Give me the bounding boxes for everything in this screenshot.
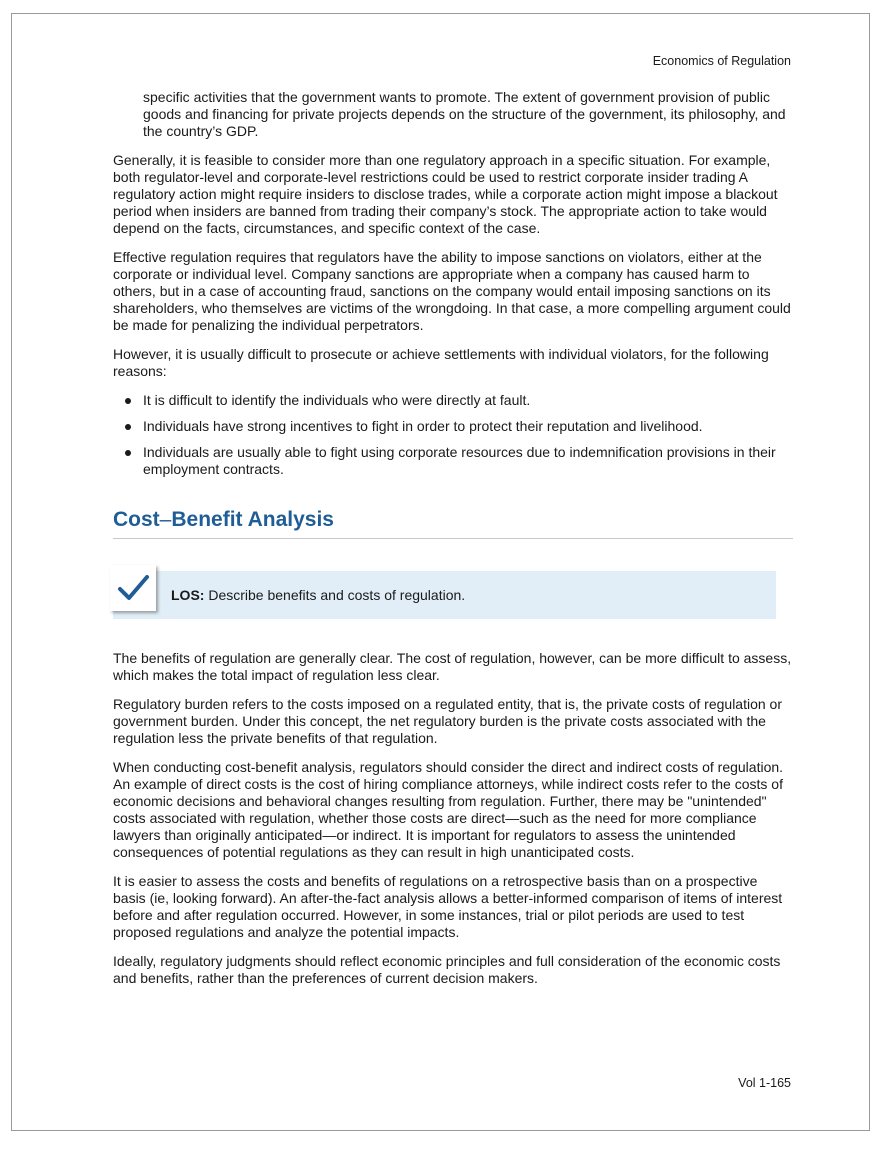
bullet-icon (125, 424, 131, 430)
intro-continuation: specific activities that the government wants to promote. The extent of government provision of public goods and financing for private projects depends on the structure of the government, its philosophy, and the country’s GDP. (143, 89, 786, 139)
checkmark-icon (110, 565, 156, 611)
page-content (113, 89, 793, 999)
list-item (113, 392, 793, 409)
paragraph-ideal-judgment: Ideally, regulatory judgments should reflect economic principles and full consideration of the economic costs and benefits, rather than the preferences of current decision makers. (113, 953, 781, 986)
heading-part-1: Cost (113, 508, 160, 531)
heading-part-2: Benefit Analysis (171, 508, 334, 531)
list-item-text: Individuals are usually able to fight using corporate resources due to indemnification provisions in their employment contracts. (143, 444, 776, 477)
reasons-list (113, 392, 793, 478)
page-number: Vol 1-165 (738, 1076, 791, 1090)
list-item (113, 418, 793, 435)
paragraph-retrospective: It is easier to assess the costs and benefits of regulations on a retrospective basis than on a prospective basis (ie, looking forward). An after-the-fact analysis allows a better-informed comparison of items of interest before and after regulation occurred. However, in some instances, trial or pilot periods are used to test proposed regulations and analyze the potential impacts. (113, 873, 783, 940)
list-item-text: It is difficult to identify the individuals who were directly at fault. (143, 392, 531, 408)
paragraph-benefits: The benefits of regulation are generally clear. The cost of regulation, however, can be more difficult to assess, which makes the total impact of regulation less clear. (113, 650, 792, 683)
running-header: Economics of Regulation (652, 54, 791, 68)
list-item (113, 444, 793, 478)
los-box (113, 571, 776, 619)
section-heading (113, 508, 793, 539)
paragraph-difficulty: However, it is usually difficult to prosecute or achieve settlements with individual violators, for the following reasons: (113, 346, 769, 379)
los-label: LOS: (171, 587, 205, 603)
paragraph-sanctions: Effective regulation requires that regulators have the ability to impose sanctions on violators, either at the corporate or individual level. Company sanctions are appropriate when a company has caused harm to others, but in a case of accounting fraud, sanctions on the company would entail imposing sanctions on its shareholders, who themselves are victims of the wrongdoing. In that case, a more compelling argument could be made for penalizing the individual perpetrators. (113, 249, 791, 333)
paragraph-direct-indirect-costs: When conducting cost-benefit analysis, regulators should consider the direct and indirect costs of regulation. An example of direct costs is the cost of hiring compliance attorneys, while indirect costs refer to the costs of economic decisions and behavioral changes resulting from regulation. Further, there may be "unintended" costs associated with regulation, whether those costs are direct—such as the need for more compliance lawyers than originally anticipated—or indirect. It is important for regulators to assess the unintended consequences of potential regulations as they can result in high unanticipated costs. (113, 759, 784, 860)
document-page (11, 13, 870, 1131)
bullet-icon (125, 450, 131, 456)
paragraph-regulatory-approach: Generally, it is feasible to consider more than one regulatory approach in a specific situation. For example, both regulator-level and corporate-level restrictions could be used to restrict corporate insider trading A regulatory action might require insiders to disclose trades, while a corporate action might impose a blackout period when insiders are banned from trading their company’s stock. The appropriate action to take would depend on the facts, circumstances, and specific context of the case. (113, 152, 778, 236)
checkmark-glyph (117, 574, 149, 602)
heading-dash: – (159, 508, 172, 531)
paragraph-regulatory-burden: Regulatory burden refers to the costs imposed on a regulated entity, that is, the private costs of regulation or government burden. Under this concept, the net regulatory burden is the private costs associated with the regulation less the private benefits of that regulation. (113, 696, 782, 746)
los-description: Describe benefits and costs of regulation. (208, 587, 466, 603)
list-item-text: Individuals have strong incentives to fight in order to protect their reputation and livelihood. (143, 418, 703, 434)
bullet-icon (125, 398, 131, 404)
los-text (171, 587, 465, 604)
